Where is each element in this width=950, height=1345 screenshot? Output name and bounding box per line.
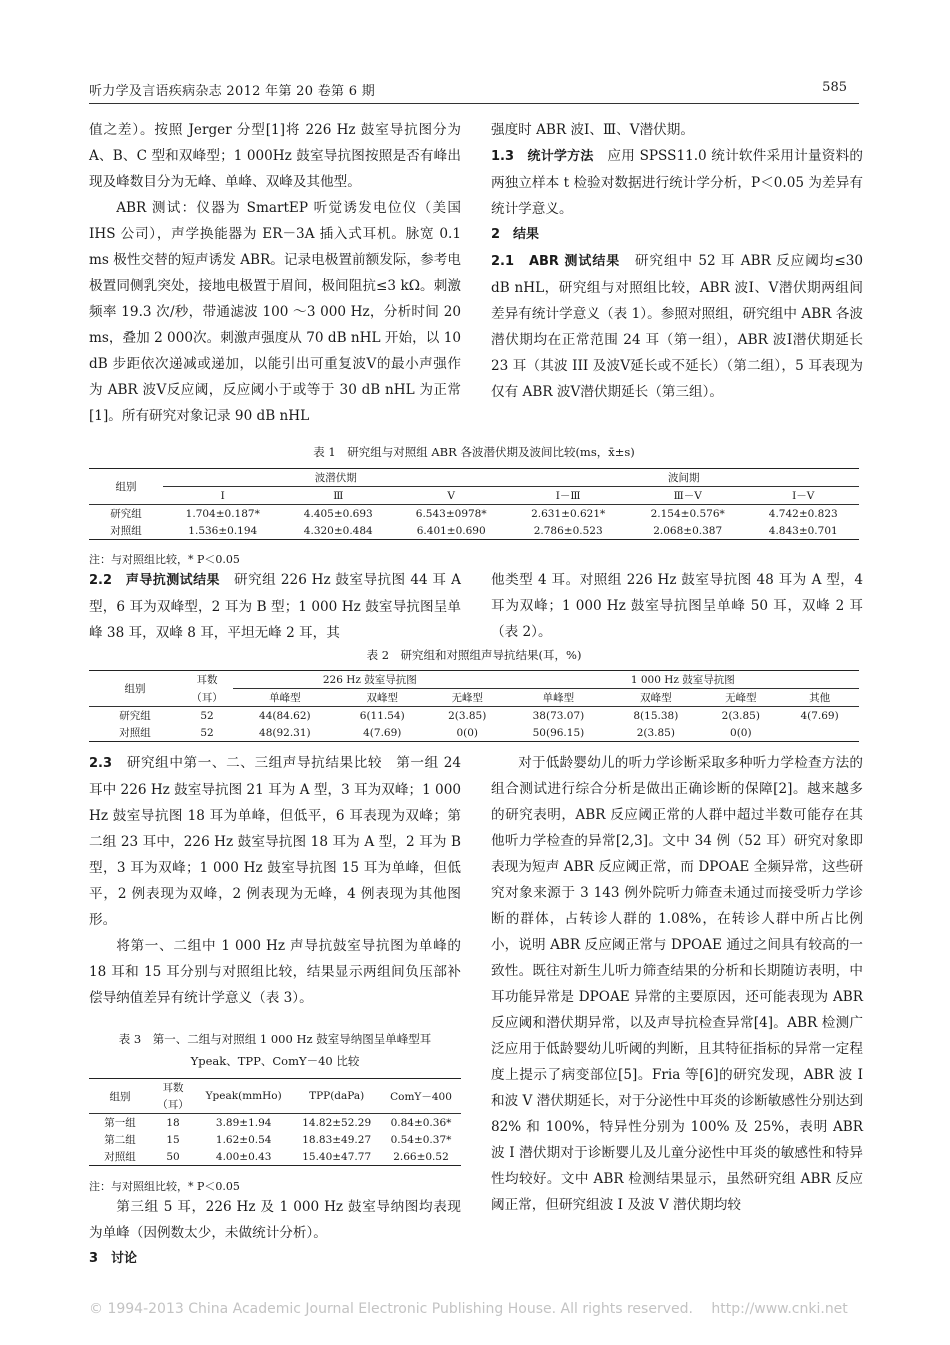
table2-cell: 0(0) bbox=[456, 726, 478, 739]
copyright-footer: © 1994-2013 China Academic Journal Electronic Publishing House. All rights reserved. http://www.cnki.net bbox=[89, 1301, 848, 1317]
paragraph-tympanometry: 值之差）。按照 Jerger 分型[1]将 226 Hz 鼓室导抗图分为 A、B、C 型和双峰型；1 000Hz 鼓室导抗图按照是否有峰出现及峰数目分为无峰、单峰、双峰及其他型。 bbox=[89, 122, 461, 190]
table3 bbox=[89, 1078, 461, 1166]
heading-2-1: 2.1 ABR 测试结果 bbox=[491, 254, 621, 269]
table2-col-header: 无峰型 bbox=[725, 692, 757, 704]
table3-cell: 18 bbox=[151, 1114, 195, 1132]
section-2-2-left bbox=[89, 567, 461, 646]
table3-cell: 0.54±0.37* bbox=[390, 1133, 452, 1146]
table1-cell: 2.631±0.621* bbox=[508, 505, 628, 523]
table2-col-header: 其他 bbox=[809, 692, 831, 704]
section-2-3 bbox=[89, 750, 461, 1011]
table1-cell: 4.320±0.484 bbox=[303, 524, 373, 537]
paragraph-2-2-right: 他类型 4 耳。对照组 226 Hz 鼓室导抗图 48 耳为 A 型，4 耳为双峰；1 000 Hz 鼓室导抗图呈单峰 50 耳，双峰 2 耳（表 2）。 bbox=[491, 572, 863, 640]
discussion-column bbox=[491, 750, 863, 1218]
table1-caption: 表 1 研究组与对照组 ABR 各波潜伏期及波间比较(ms，x̄±s) bbox=[313, 445, 635, 459]
table2-col-header: 无峰型 bbox=[451, 692, 483, 704]
table2-cell: 2(3.85) bbox=[636, 726, 675, 739]
table-row bbox=[89, 505, 859, 523]
table-row bbox=[89, 724, 859, 742]
table2-226hz-header: 226 Hz 鼓室导抗图 bbox=[233, 671, 507, 689]
table2-cell: 38(73.07) bbox=[507, 707, 611, 725]
table3-cell: 1.62±0.54 bbox=[215, 1133, 272, 1146]
table2-row-label: 对照组 bbox=[119, 727, 151, 739]
table1-cell: 4.742±0.823 bbox=[747, 505, 859, 523]
table3-row-label: 第一组 bbox=[89, 1114, 151, 1132]
table2-col-header: 单峰型 bbox=[269, 692, 301, 704]
table1-cell: 4.405±0.693 bbox=[283, 505, 394, 523]
table2-caption: 表 2 研究组和对照组声导抗结果(耳，%) bbox=[366, 648, 582, 662]
table3-ears-header: 耳数 bbox=[162, 1082, 184, 1094]
table1-col-header: Ⅰ－Ⅲ bbox=[555, 490, 581, 502]
table3-note: 注：与对照组比较，* P＜0.05 bbox=[89, 1180, 240, 1193]
header-rule bbox=[89, 103, 859, 104]
table-row bbox=[89, 1148, 461, 1166]
heading-2: 2 结果 bbox=[491, 227, 540, 242]
table2-cell: 6(11.54) bbox=[337, 707, 428, 725]
left-column-top bbox=[89, 117, 461, 429]
table1-col-header: Ⅲ－Ⅴ bbox=[673, 490, 702, 502]
table2-cell: 44(84.62) bbox=[233, 707, 337, 725]
paragraph-2-3-compare: 将第一、二组中 1 000 Hz 声导抗鼓室导抗图为单峰的 18 耳和 15 耳分别与对照组比较，结果显示两组间负压部补偿导纳值差异有统计学意义（表 3）。 bbox=[89, 938, 461, 1006]
table3-row-label: 第二组 bbox=[104, 1134, 136, 1146]
table1-cell: 2.154±0.576* bbox=[628, 505, 748, 523]
table1-cell: 2.068±0.387 bbox=[653, 524, 723, 537]
paragraph-continued: 强度时 ABR 波Ⅰ、Ⅲ、Ⅴ潜伏期。 bbox=[491, 122, 694, 138]
table1-col-header: Ⅰ－Ⅴ bbox=[792, 490, 815, 502]
table1-row-label: 对照组 bbox=[110, 525, 142, 537]
table3-row-label: 对照组 bbox=[104, 1151, 136, 1163]
table2-cell: 4(7.69) bbox=[363, 726, 402, 739]
table2-group-header: 组别 bbox=[124, 683, 146, 695]
table1-cell: 1.704±0.187* bbox=[163, 505, 283, 523]
table2-cell: 48(92.31) bbox=[259, 726, 311, 739]
table3-cell: 3.89±1.94 bbox=[195, 1114, 292, 1132]
table-row bbox=[89, 707, 859, 725]
table3-cell: 18.83±49.27 bbox=[302, 1133, 372, 1146]
table1-cell: 2.786±0.523 bbox=[533, 524, 603, 537]
table2-cell: 2(3.85) bbox=[428, 707, 507, 725]
table2-col-header: 双峰型 bbox=[640, 692, 672, 704]
table3-col-header: ComY－400 bbox=[390, 1090, 452, 1103]
table2-col-header: 双峰型 bbox=[366, 692, 398, 704]
journal-header: 听力学及言语疾病杂志 2012 年第 20 卷第 6 期 bbox=[89, 84, 376, 99]
table2-cell: 52 bbox=[200, 726, 214, 739]
table-row bbox=[89, 1114, 461, 1132]
paragraph-third-group: 第三组 5 耳，226 Hz 及 1 000 Hz 鼓室导纳图均表现为单峰（因例数太少，未做统计分析）。 bbox=[89, 1199, 461, 1241]
table3-cell: 14.82±52.29 bbox=[292, 1114, 381, 1132]
table3-cell: 2.66±0.52 bbox=[393, 1150, 449, 1163]
paragraph-abr-results: 研究组中 52 耳 ABR 反应阈均≤30 dB nHL，研究组与对照组比较，ABR 波Ⅰ、Ⅴ潜伏期两组间差异有统计学意义（表 1）。参照对照组，研究组中 ABR 各波潜伏期均在正常范围 24 耳（第一组），ABR 波Ⅰ潜伏期延长 23 耳（其波 III 及波Ⅴ延长或不延长）（第二组），5 耳表现为仅有 ABR 波Ⅴ潜伏期延长（第三组）。 bbox=[491, 253, 864, 400]
table-row bbox=[89, 1131, 461, 1148]
table1-cell: 6.401±0.690 bbox=[416, 524, 486, 537]
table3-cell: 0.84±0.36* bbox=[381, 1114, 461, 1132]
table2-cell: 0(0) bbox=[730, 726, 752, 739]
table3-cell: 15 bbox=[166, 1133, 180, 1146]
table1-cell: 4.843±0.701 bbox=[768, 524, 838, 537]
table3-cell: 50 bbox=[166, 1150, 180, 1163]
table3-caption-line2: Ypeak、TPP、ComY－40 比较 bbox=[190, 1054, 360, 1068]
table1-cell: 6.543±0978* bbox=[394, 505, 508, 523]
table1-latency-header: 波潜伏期 bbox=[163, 469, 508, 487]
table2-cell: 50(96.15) bbox=[532, 726, 585, 739]
table2-cell bbox=[780, 724, 859, 742]
after-table3 bbox=[89, 1194, 461, 1272]
table1-col-header: Ⅰ bbox=[220, 489, 225, 502]
table2-ears-unit: （耳） bbox=[191, 691, 223, 704]
table1 bbox=[89, 468, 859, 540]
table3-col-header: TPP(daPa) bbox=[309, 1090, 365, 1102]
table1-col-header: Ⅲ bbox=[333, 489, 344, 502]
table2-1000hz-header: 1 000 Hz 鼓室导抗图 bbox=[507, 671, 859, 689]
paragraph-abr-test: ABR 测试：仪器为 SmartEP 听觉诱发电位仪（美国 IHS 公司），声学换能器为 ER－3A 插入式耳机。脉宽 0.1 ms 极性交替的短声诱发 ABR。记录电极置前额发际，参考电极置同侧乳突处，接地电极置于眉间，极间阻抗≤3 kΩ。刺激频率 19.3 次/秒，带通滤波 100 ～3 000 Hz，分析时间 20 ms，叠加 2 000次。刺激声强度从 70 dB nHL 开始，以 10 dB 步距依次递减或递加，以能引出可重复波Ⅴ的最小声强作为 ABR 波Ⅴ反应阈，反应阈小于或等于 30 dB nHL 为正常[1]。所有研究对象记录 90 dB nHL bbox=[89, 200, 461, 424]
table3-group-header: 组别 bbox=[109, 1090, 131, 1103]
table2-row-label: 研究组 bbox=[89, 707, 181, 725]
heading-2-3: 2.3 bbox=[89, 756, 113, 771]
table-row bbox=[89, 522, 859, 540]
table2-cell: 2(3.85) bbox=[701, 707, 780, 725]
heading-3: 3 讨论 bbox=[89, 1251, 138, 1266]
table1-group-header: 组别 bbox=[115, 481, 137, 493]
right-column-top bbox=[491, 117, 863, 405]
table1-row-label: 研究组 bbox=[89, 505, 163, 523]
heading-2-2: 2.2 声导抗测试结果 bbox=[89, 573, 220, 588]
table2-ears-header: 耳数 bbox=[196, 674, 218, 687]
heading-1-3: 1.3 统计学方法 bbox=[491, 149, 594, 164]
table3-cell: 15.40±47.77 bbox=[302, 1150, 372, 1163]
table3-caption-line1: 表 3 第一、二组与对照组 1 000 Hz 鼓室导纳图呈单峰型耳 bbox=[118, 1032, 432, 1046]
paragraph-statistics: 应用 SPSS11.0 统计软件采用计量资料的两独立样本 t 检验对数据进行统计学分析，P＜0.05 为差异有统计学意义。 bbox=[491, 148, 864, 217]
table2-col-header: 单峰型 bbox=[542, 692, 575, 704]
paragraph-discussion: 对于低龄婴幼儿的听力学诊断采取多种听力学检查方法的组合测试进行综合分析是做出正确诊断的保障[2]。越来越多的研究表明，ABR 反应阈正常的人群中超过半数可能存在其他听力学检查的异常[2,3]。文中 34 例（52 耳）研究对象即表现为短声 ABR 反应阈正常，而 DPOAE 全频异常，这些研究对象来源于 3 143 例外院听力筛查未通过而接受听力学诊断的群体，占转诊人群的 1.08%，在转诊人群中所占比例小，说明 ABR 反应阈正常与 DPOAE 通过之间具有较高的一致性。既往对新生儿听力筛查结果的分析和长期随访表明，中耳功能异常是 DPOAE 异常的主要原因，还可能表现为 ABR 反应阈和潜伏期异常，以及声导抗检查异常[4]。ABR 检测广泛应用于低龄婴幼儿听阈的判断，且其特征指标的异常一定程度上提示了病变部位[5]。Fria 等[6]的研究发现，ABR 波 I 和波 V 潜伏期延长，对于分泌性中耳炎的诊断敏感性分别达到 82% 和 100%，特异性分别为 100% 及 25%，表明 ABR 波 I 潜伏期对于诊断婴儿及儿童分泌性中耳炎的敏感性和特异性均较好。文中 ABR 检测结果显示，虽然研究组 ABR 反应阈正常，但研究组波 I 及波 V 潜伏期均较 bbox=[491, 755, 863, 1213]
table3-cell: 4.00±0.43 bbox=[215, 1150, 272, 1163]
table1-note: 注：与对照组比较，* P＜0.05 bbox=[89, 553, 240, 566]
page-number: 585 bbox=[822, 80, 847, 95]
table1-col-header: Ⅴ bbox=[447, 489, 455, 502]
section-2-2-right bbox=[491, 567, 863, 645]
table3-col-header: Ypeak(mmHo) bbox=[205, 1090, 282, 1102]
table2-cell: 8(15.38) bbox=[610, 707, 701, 725]
paragraph-2-3: 研究组中第一、二、三组声导抗结果比较 第一组 24 耳中 226 Hz 鼓室导抗图 21 耳为 A 型，3 耳为双峰；1 000 Hz 鼓室导抗图 18 耳为单峰，但低平，6 耳表现为双峰；第二组 23 耳中，226 Hz 鼓室导抗图 18 耳为 A 型，2 耳为 B 型，3 耳为双峰；1 000 Hz 鼓室导抗图 15 耳为单峰，但低平，2 例表现为双峰，2 例表现为无峰，4 例表现为其他图形。 bbox=[89, 755, 462, 928]
table2-cell: 4(7.69) bbox=[780, 707, 859, 725]
table1-cell: 1.536±0.194 bbox=[188, 524, 258, 537]
paragraph-2-2-left: 研究组 226 Hz 鼓室导抗图 44 耳 A 型，6 耳为双峰型，2 耳为 B 型；1 000 Hz 鼓室导抗图呈单峰 38 耳，双峰 8 耳，平坦无峰 2 耳，其 bbox=[89, 572, 462, 641]
table2-cell: 52 bbox=[181, 707, 233, 725]
table2 bbox=[89, 670, 859, 742]
table3-ears-unit: （耳） bbox=[157, 1099, 189, 1111]
table1-interval-header: 波间期 bbox=[508, 469, 859, 487]
